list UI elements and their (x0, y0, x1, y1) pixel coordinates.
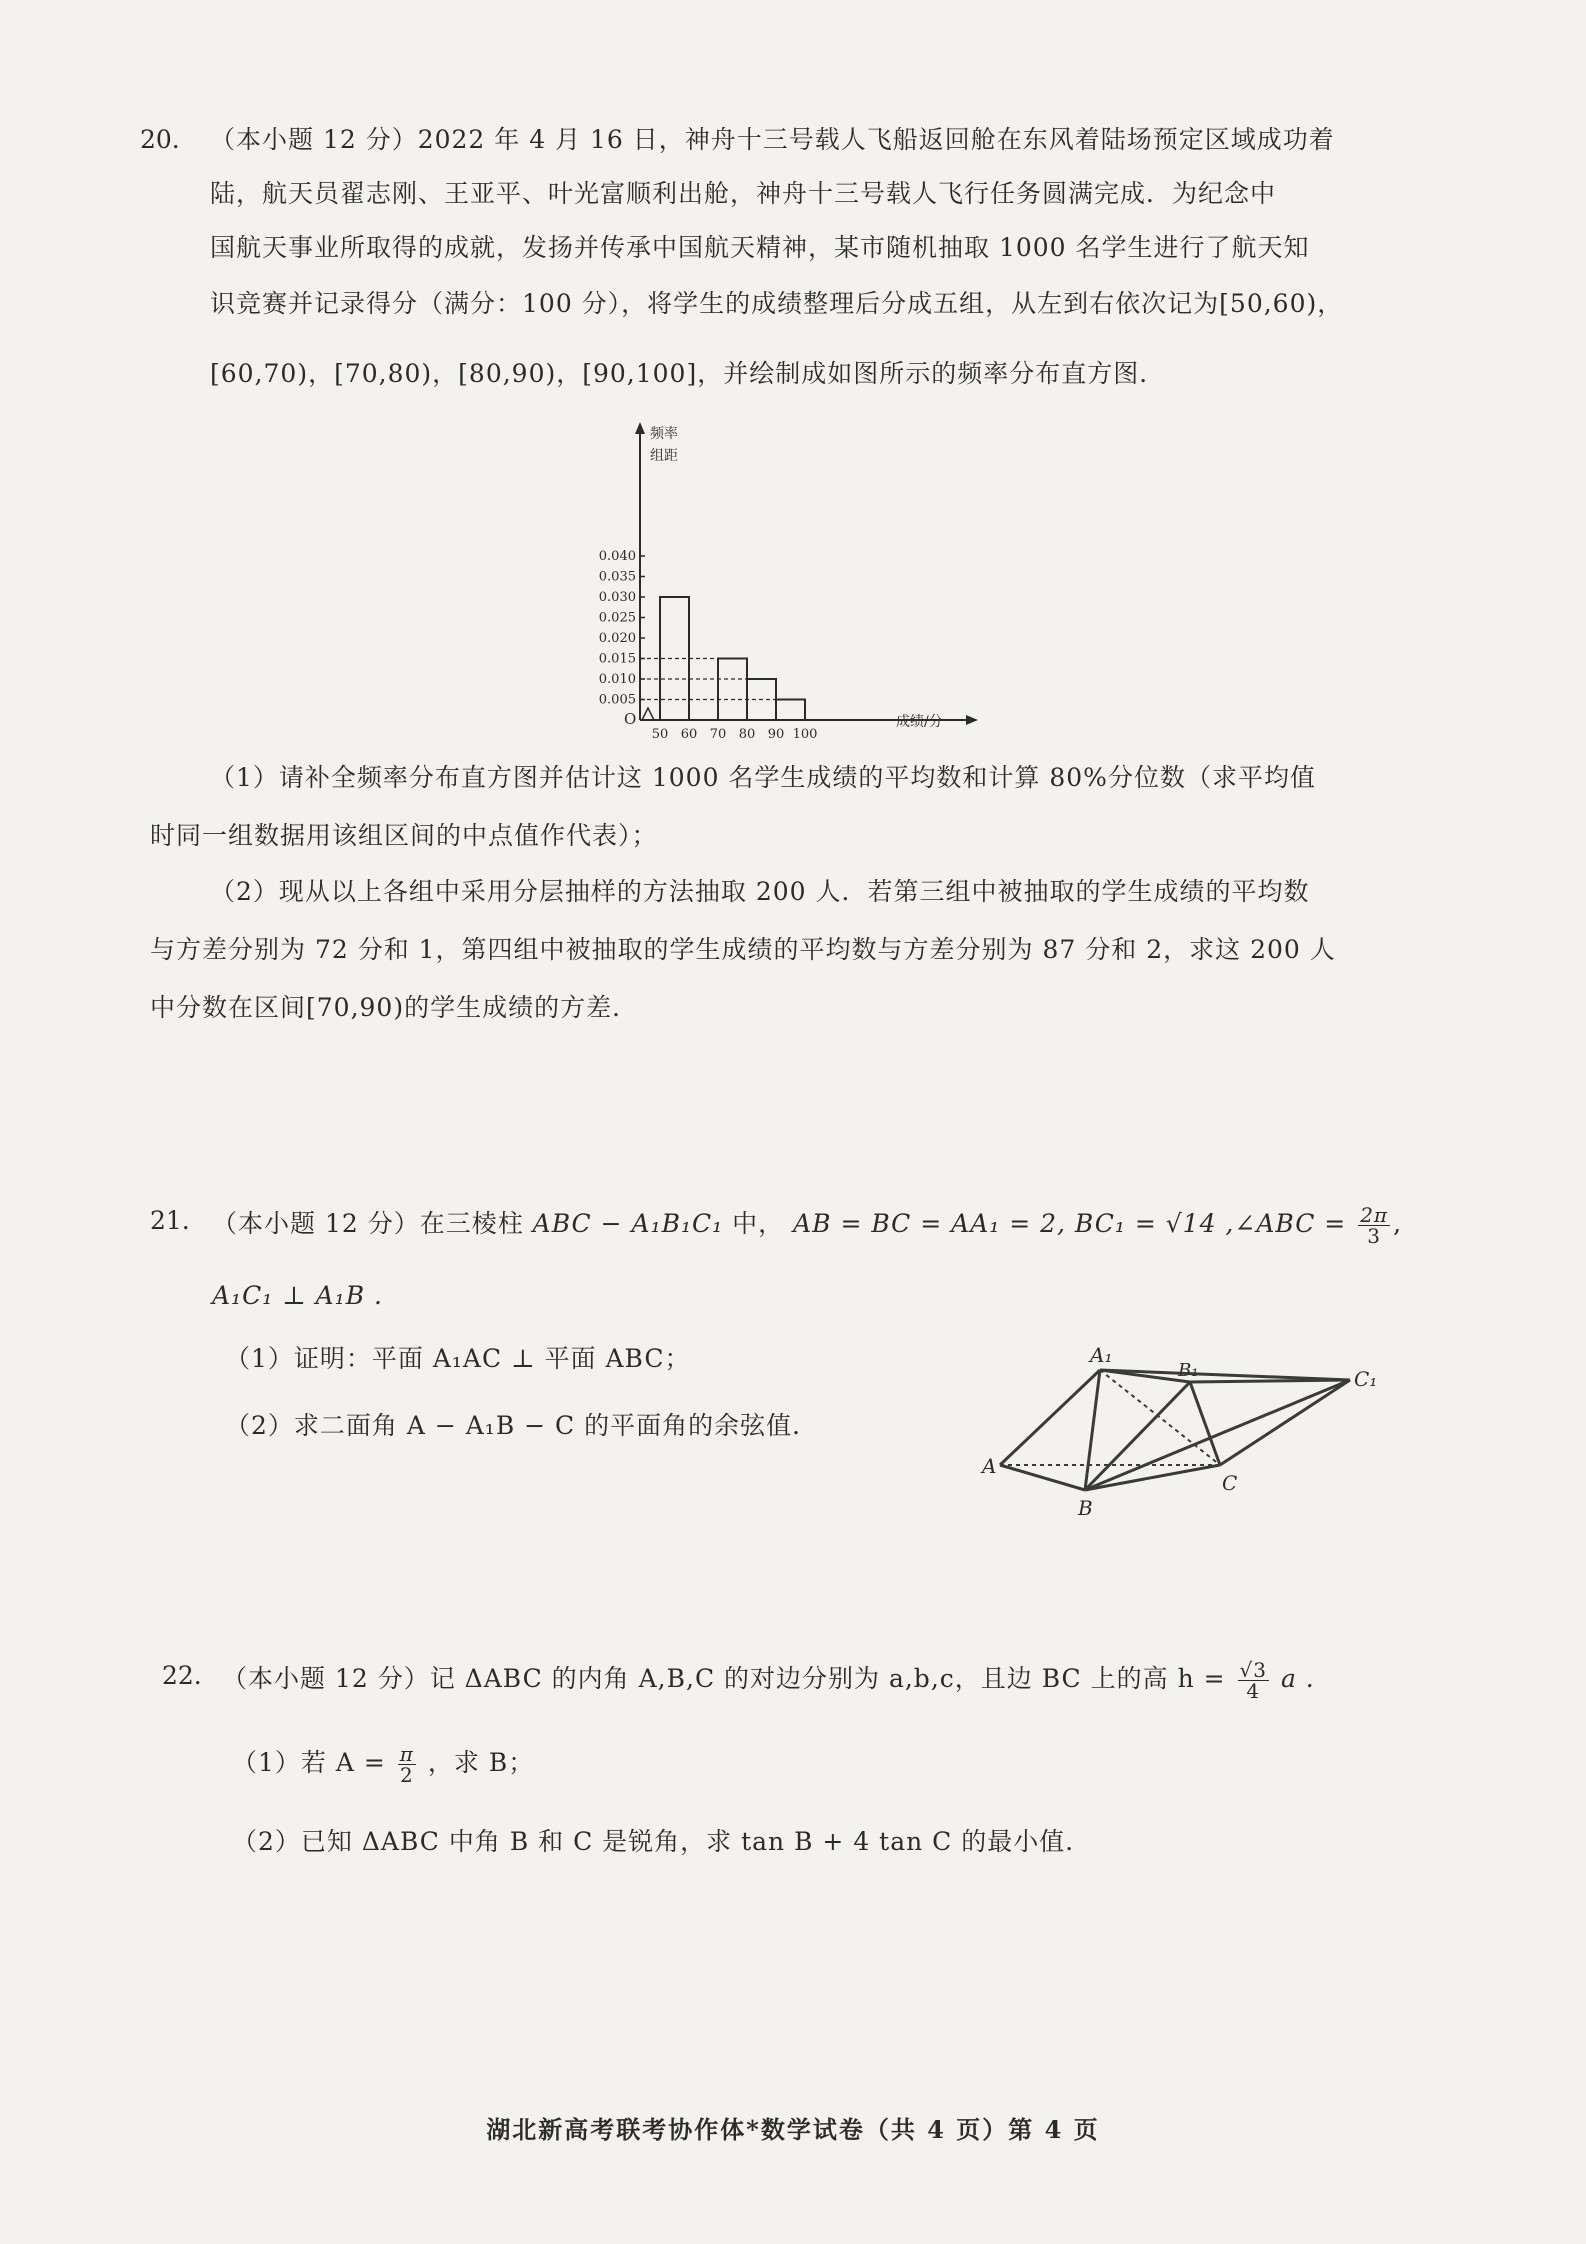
y-tick-label: 0.010 (598, 672, 636, 687)
y-tick-label: 0.040 (598, 549, 636, 564)
q20-part1-line-1: （1）请补全频率分布直方图并估计这 1000 名学生成绩的平均数和计算 80%分位数（求平均值 (210, 763, 1316, 792)
fraction-denominator: 3 (1367, 1224, 1381, 1248)
q21-angle-fraction (1358, 1205, 1390, 1246)
q21-in: 中， (732, 1209, 785, 1238)
y-tick-label: 0.030 (598, 590, 636, 605)
y-tick-label: 0.025 (598, 610, 636, 626)
y-axis-label-top: 频率 (650, 426, 678, 442)
q20-line-3: 国航天事业所取得的成就，发扬并传承中国航天精神，某市随机抽取 1000 名学生进行了航天知 (210, 233, 1310, 262)
axis-break-mark (642, 708, 654, 720)
q21-intro: （本小题 12 分）在三棱柱 (212, 1209, 524, 1238)
y-axis-label-bottom: 组距 (650, 448, 678, 464)
q21-number: 21. (150, 1206, 190, 1235)
vertex-B-label: B (1078, 1496, 1093, 1520)
y-tick-label: 0.015 (598, 651, 636, 667)
q22-part1 (232, 1744, 534, 1785)
frequency-histogram (560, 420, 1000, 740)
q20-line-1: （本小题 12 分）2022 年 4 月 16 日，神舟十三号载人飞船返回舱在东风着陆场预定区域成功着 (210, 125, 1335, 154)
y-tick-label: 0.035 (598, 569, 636, 585)
q22-statement: （本小题 12 分）记 ΔABC 的内角 A,B,C 的对边分别为 a,b,c，且边 BC 上的高 h = (222, 1664, 1226, 1693)
q22-height-fraction (1238, 1660, 1269, 1701)
q21-line-2: A₁C₁ ⊥ A₁B . (212, 1281, 383, 1310)
prism-diagram (980, 1340, 1380, 1530)
vertex-B1-label: B₁ (1178, 1360, 1199, 1381)
q20-part2-line-1: （2）现从以上各组中采用分层抽样的方法抽取 200 人．若第三组中被抽取的学生成绩的平均数 (210, 877, 1310, 906)
page-footer: 湖北新高考联考协作体*数学试卷（共 4 页）第 4 页 (486, 2115, 1100, 2144)
origin-label: O (624, 710, 637, 728)
fraction-denominator: 2 (399, 1763, 414, 1787)
fraction-numerator: π (399, 1742, 414, 1766)
x-tick-label: 80 (738, 727, 756, 740)
fraction-numerator: 2π (1360, 1203, 1389, 1227)
histogram-bar (718, 659, 747, 721)
x-tick-label: 50 (651, 727, 669, 740)
q20-part2-line-3: 中分数在区间[70,90)的学生成绩的方差． (150, 993, 639, 1022)
q22-part1-prefix: （1）若 A = (232, 1748, 386, 1777)
x-tick-label: 100 (792, 727, 818, 740)
x-axis-label: 成绩/分 (896, 714, 943, 730)
x-tick-label: 90 (767, 727, 785, 740)
q20-part1-line-2: 时同一组数据用该组区间的中点值作代表）； (150, 821, 658, 850)
q22-number: 22. (162, 1661, 202, 1690)
q20-part2-line-2: 与方差分别为 72 分和 1，第四组中被抽取的学生成绩的平均数与方差分别为 87 分和 2，求这 200 人 (150, 935, 1336, 964)
y-tick-label: 0.005 (598, 692, 636, 708)
q20-line-2: 陆，航天员翟志刚、王亚平、叶光富顺利出舱，神舟十三号载人飞行任务圆满完成．为纪念中 (210, 179, 1277, 208)
x-tick-label: 60 (680, 727, 698, 740)
vertex-A-label: A (982, 1454, 997, 1478)
q22-angle-fraction (398, 1744, 416, 1785)
q21-part1: （1）证明：平面 A₁AC ⊥ 平面 ABC； (225, 1344, 691, 1373)
q20-line-5: [60,70)，[70,80)，[80,90)，[90,100]，并绘制成如图所示的频率分布直方图． (210, 359, 1166, 388)
fraction-denominator: 4 (1246, 1679, 1261, 1703)
q21-part2: （2）求二面角 A − A₁B − C 的平面角的余弦值． (225, 1411, 819, 1440)
q22-part2: （2）已知 ΔABC 中角 B 和 C 是锐角，求 tan B + 4 tan C 的最小值． (232, 1827, 1092, 1856)
q22-part1-suffix: ，求 B； (427, 1748, 535, 1777)
q20-number: 20. (140, 125, 180, 154)
q20-line-4: 识竞赛并记录得分（满分：100 分），将学生的成绩整理后分成五组，从左到右依次记为[50,60)， (210, 289, 1344, 318)
q21-line-1: （本小题 12 分）在三棱柱 ABC − A₁B₁C₁ 中， AB = BC = AA₁ = 2, BC₁ = √14 ,∠ABC = $\frac{2\pi}{3}$ , (212, 1203, 1403, 1248)
y-tick-label: 0.020 (598, 631, 636, 646)
vertex-C-label: C (1222, 1471, 1238, 1495)
vertex-A1-label: A₁ (1090, 1343, 1113, 1367)
vertex-C1-label: C₁ (1354, 1367, 1378, 1391)
histogram-bar (776, 700, 805, 721)
q22-line-1 (222, 1660, 1315, 1701)
q21-conditions: AB = BC = AA₁ = 2, BC₁ = √14 ,∠ABC = (793, 1209, 1347, 1238)
y-axis (635, 422, 645, 720)
fraction-numerator: √3 (1239, 1658, 1267, 1682)
q21-prism-name: ABC − A₁B₁C₁ (532, 1209, 724, 1238)
x-tick-label: 70 (709, 727, 727, 740)
q22-statement-end: a . (1280, 1664, 1315, 1693)
